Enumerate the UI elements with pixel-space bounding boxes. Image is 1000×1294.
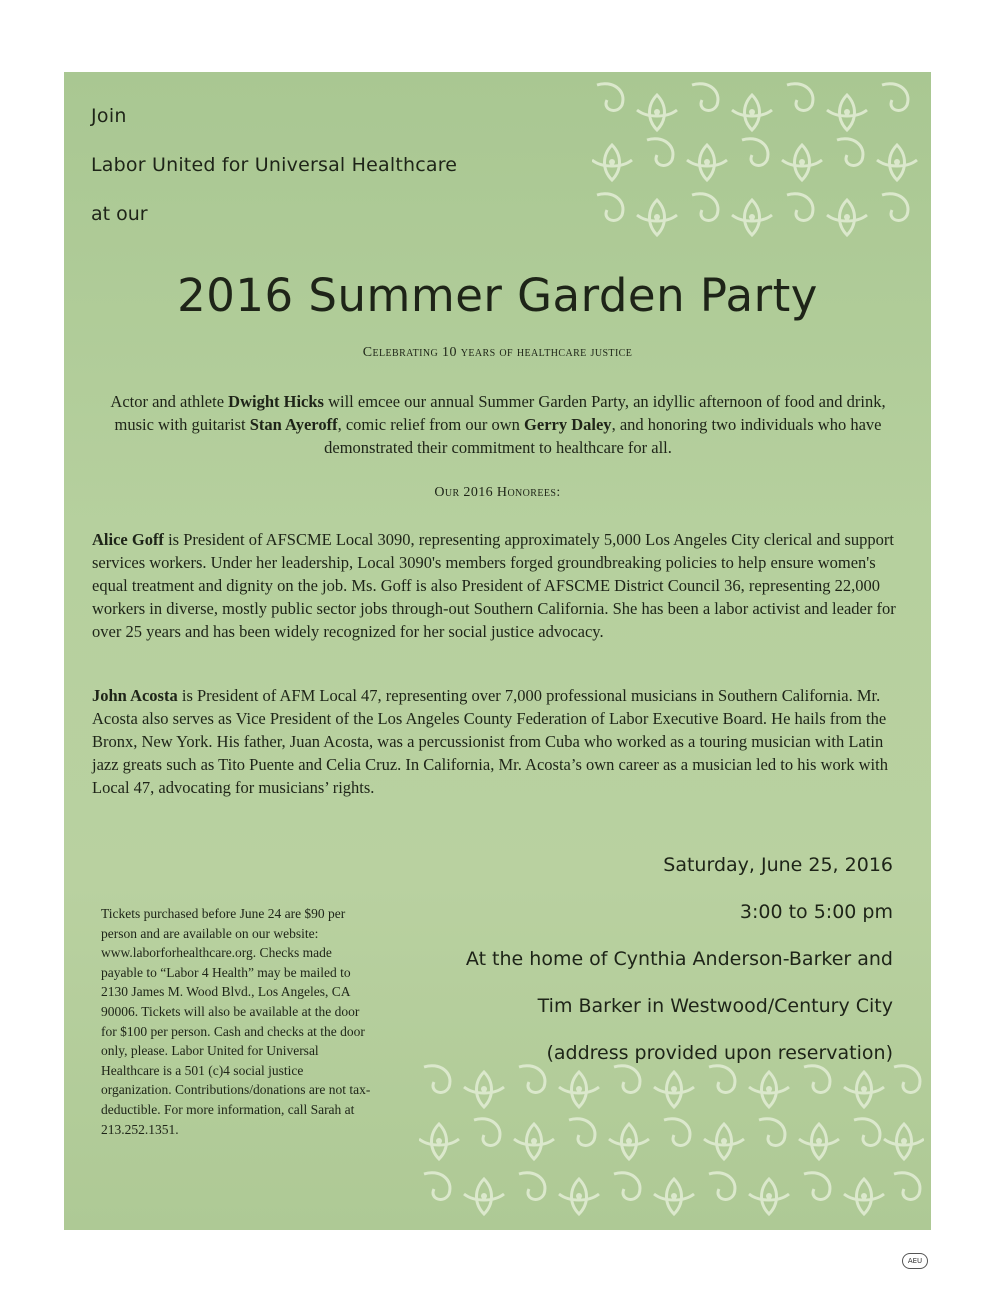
- honoree-bio: is President of AFM Local 47, representing over 7,000 professional musicians in Southern California. Mr. Acosta also serves as Vice President of the Los Angeles County Federation of Labor Executive Board. He hails from the Bronx, New York. His father, Juan Acosta, was a percussionist from Cuba who worked as a touring musician with Latin jazz greats such as Tito Puente and Celia Cruz. In California, Mr. Acosta’s own career as a musician led to his work with Local 47, advocating for musicians’ rights.: [92, 686, 888, 797]
- join-text: Join: [91, 105, 127, 127]
- event-title: 2016 Summer Garden Party: [177, 269, 818, 322]
- honoree-bio: is President of AFSCME Local 3090, representing approximately 5,000 Los Angeles City clerical and support services workers. Under her leadership, Local 3090's members forged groundbreaking policies to help ensure women's equal treatment and dignity on the job. Ms. Goff is also President of AFSCME District Council 36, representing 22,000 workers in diverse, mostly public sector jobs through-out Southern California. She has been a labor activist and leader for over 25 years and has been widely recognized for her social justice advocacy.: [92, 530, 896, 641]
- top-right-ornament: [592, 80, 922, 240]
- emcee-name: Dwight Hicks: [228, 392, 324, 411]
- honoree-name: Alice Goff: [92, 530, 164, 549]
- honoree-paragraph: [92, 528, 900, 643]
- aeu-badge: AEU: [902, 1253, 928, 1269]
- intro-text-1: Actor and athlete: [110, 392, 229, 411]
- tickets-info: Tickets purchased before June 24 are $90 per person and are available on our website: www.laborforhealthcare.org. Checks made payable to “Labor 4 Health” may be mailed to 2130 James M. Wood Blvd., Los Angeles, CA 90006. Tickets will also be available at the door for $100 per person. Cash and checks at the door only, please. Labor United for Universal Healthcare is a 501 (c)4 social justice organization. Contributions/donations are not tax-deductible. For more information, call Sarah at 213.252.1351.: [101, 906, 371, 1137]
- at-our-text: at our: [91, 203, 148, 225]
- honoree-paragraph: [92, 684, 900, 799]
- comic-name: Gerry Daley: [524, 415, 612, 434]
- honoree-name: John Acosta: [92, 686, 178, 705]
- intro-paragraph: [92, 390, 904, 459]
- event-address-note: (address provided upon reservation): [546, 1042, 893, 1064]
- event-time: 3:00 to 5:00 pm: [739, 901, 893, 923]
- event-location-line-1: At the home of Cynthia Anderson-Barker and: [465, 948, 893, 970]
- bottom-right-ornament: [419, 1057, 924, 1222]
- event-details: [466, 842, 893, 1077]
- honorees-heading: Our 2016 Honorees:: [434, 485, 561, 500]
- intro-text-2: will emcee our annual Summer Garden Party, an idyllic afternoon of food and drink, music with guitarist: [114, 392, 886, 434]
- event-date: Saturday, June 25, 2016: [663, 854, 893, 876]
- event-location-line-2: Tim Barker in Westwood/Century City: [537, 995, 893, 1017]
- event-subtitle: Celebrating 10 years of healthcare justice: [362, 345, 633, 360]
- flyer: [64, 72, 931, 1230]
- organization-name: Labor United for Universal Healthcare: [91, 154, 458, 176]
- intro-text-4: , and honoring two individuals who have demonstrated their commitment to healthcare for all.: [324, 415, 882, 457]
- intro-text-3: , comic relief from our own: [337, 415, 525, 434]
- guitarist-name: Stan Ayeroff: [249, 415, 338, 434]
